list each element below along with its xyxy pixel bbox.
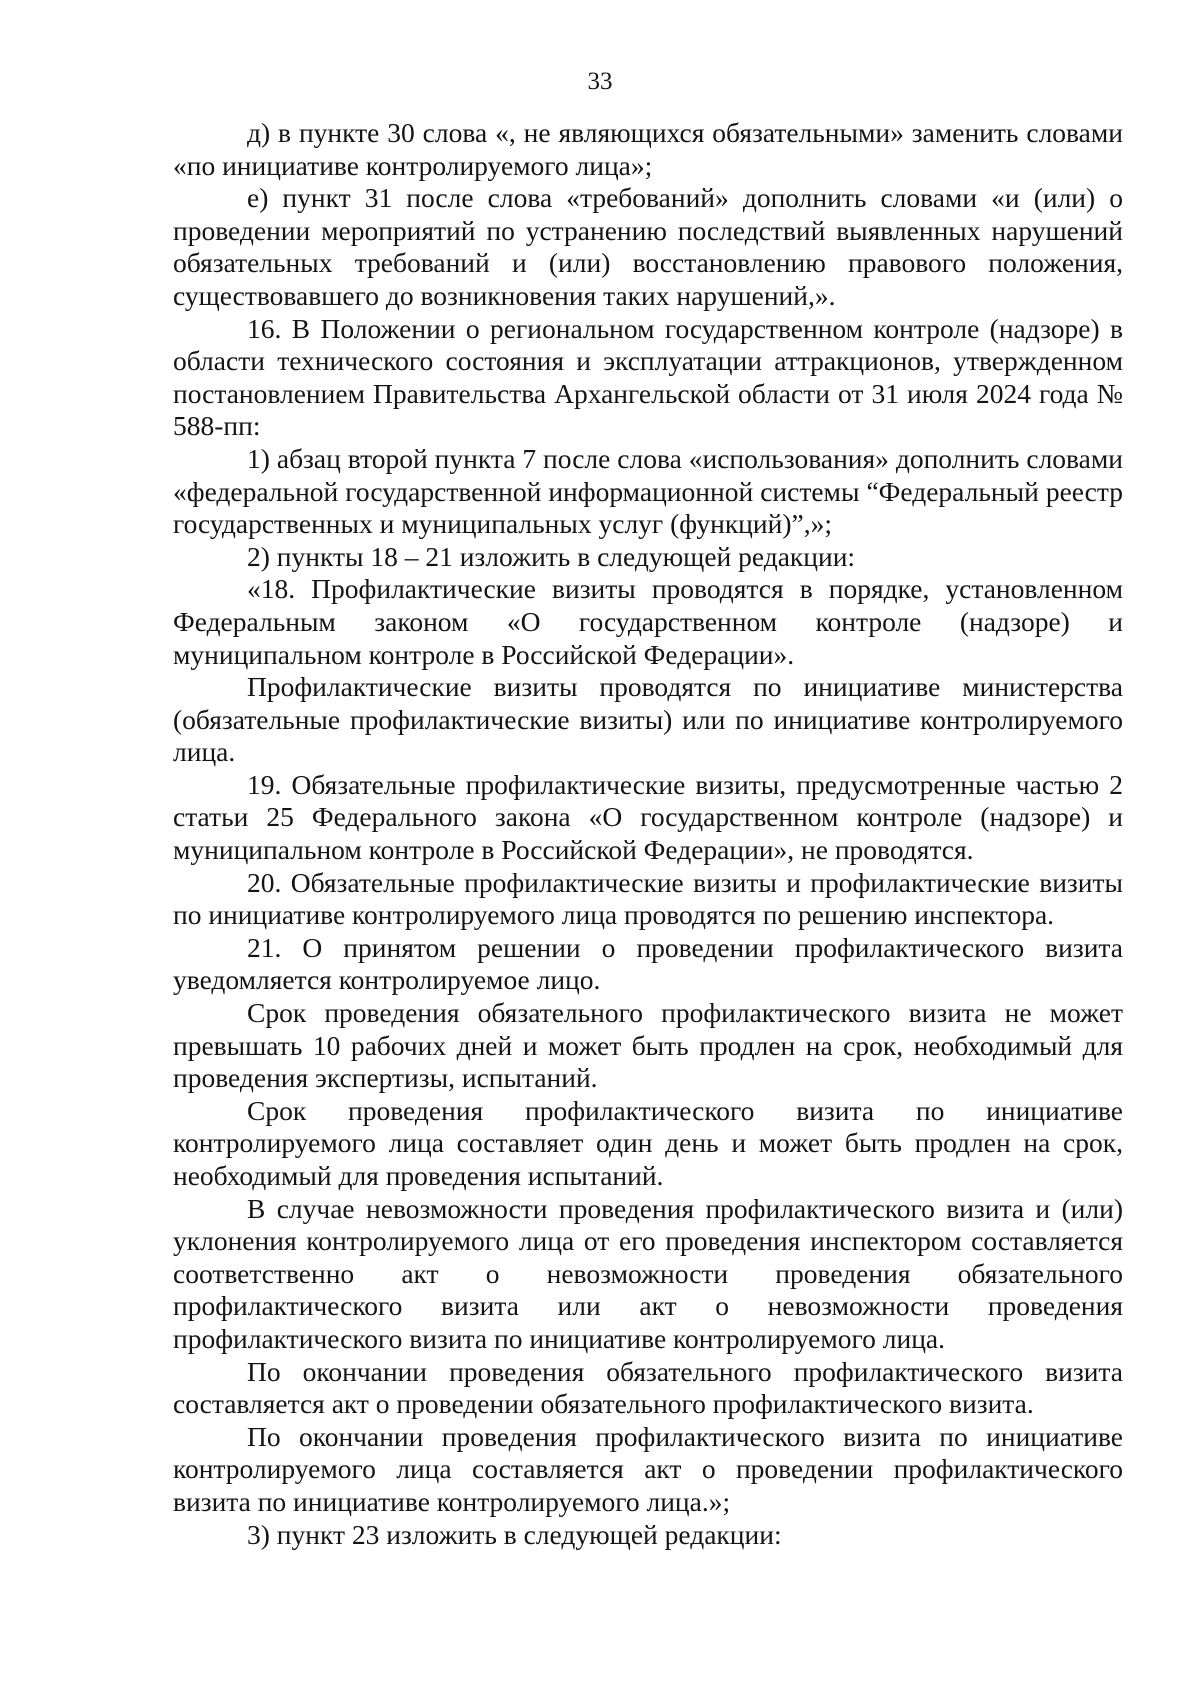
paragraph: 3) пункт 23 изложить в следующей редакции: <box>247 1518 782 1550</box>
paragraph: Срок проведения профилактического визита по инициативе контролируемого лица составляет один день и может быть продлен на срок, необходимый для проведения испытаний. <box>173 1094 1123 1191</box>
paragraph: 2) пункты 18 – 21 изложить в следующей редакции: <box>247 540 856 572</box>
paragraph: д) в пункте 30 слова «, не являющихся обязательными» заменить словами «по инициативе контролируемого лица»; <box>173 117 1123 181</box>
paragraph: 16. В Положении о региональном государственном контроле (надзоре) в области технического состояния и эксплуатации аттракционов, утвержденном постановлением Правительства Архангельской области от 31 июля 2024 года № 588-пп: <box>173 312 1123 442</box>
paragraph: По окончании проведения профилактического визита по инициативе контролируемого лица составляется акт о проведении профилактического визита по инициативе контролируемого лица.»; <box>173 1420 1123 1517</box>
paragraph: Срок проведения обязательного профилактического визита не может превышать 10 рабочих дней и может быть продлен на срок, необходимый для проведения экспертизы, испытаний. <box>173 997 1123 1094</box>
paragraph: 21. О принятом решении о проведении профилактического визита уведомляется контролируемое лицо. <box>173 931 1123 996</box>
paragraph: Профилактические визиты проводятся по инициативе министерства (обязательные профилактические визиты) или по инициативе контролируемого лица. <box>173 671 1123 768</box>
paragraph: По окончании проведения обязательного профилактического визита составляется акт о проведении обязательного профилактического визита. <box>173 1355 1123 1420</box>
paragraph: «18. Профилактические визиты проводятся в порядке, установленном Федеральным законом «О государственном контроле (надзоре) и муниципальном контроле в Российской Федерации». <box>173 573 1123 670</box>
document-body <box>173 117 1123 1551</box>
paragraph: 20. Обязательные профилактические визиты и профилактические визиты по инициативе контролируемого лица проводятся по решению инспектора. <box>173 866 1123 931</box>
page-number: 33 <box>587 68 613 95</box>
paragraph: е) пункт 31 после слова «требований» дополнить словами «и (или) о проведении мероприятий по устранению последствий выявленных нарушений обязательных требований и (или) восстановлению правового положения, существовавшего до возникновения таких нарушений,». <box>173 182 1123 311</box>
paragraph: В случае невозможности проведения профилактического визита и (или) уклонения контролируемого лица от его проведения инспектором составляется соответственно акт о невозможности проведения обязательного профилактического визита или акт о невозможности проведения профилактического визита по инициативе контролируемого лица. <box>173 1192 1123 1354</box>
paragraph: 19. Обязательные профилактические визиты, предусмотренные частью 2 статьи 25 Федерального закона «О государственном контроле (надзоре) и муниципальном контроле в Российской Федерации», не проводятся. <box>173 768 1123 866</box>
paragraph: 1) абзац второй пункта 7 после слова «использования» дополнить словами «федеральной государственной информационной системы “Федеральный реестр государственных и муниципальных услуг (функций)”,»; <box>173 442 1123 540</box>
